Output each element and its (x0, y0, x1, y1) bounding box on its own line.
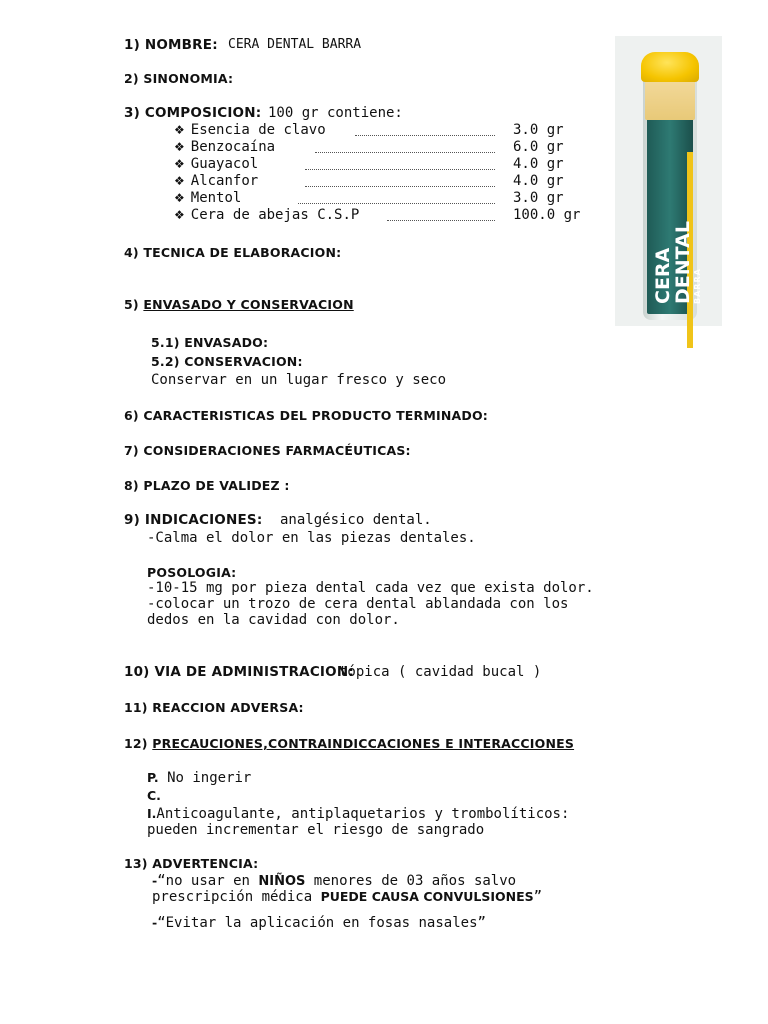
section-number: 10) (124, 664, 150, 680)
dash: - (152, 873, 158, 888)
diamond-bullet-icon: ❖ (174, 140, 185, 154)
section-label: CONSIDERACIONES FARMACÉUTICAS: (143, 443, 411, 458)
conservacion-text: Conservar en un lugar fresco y seco (151, 372, 447, 388)
section-label: COMPOSICION: (144, 105, 262, 121)
section-1-heading (124, 37, 218, 53)
section-number: 5) (124, 297, 139, 312)
brand-text (653, 221, 702, 304)
yellow-cap (641, 52, 699, 82)
ingredient-amount: 4.0 gr (513, 173, 564, 189)
ingredient-name: Cera de abejas C.S.P (190, 207, 360, 223)
product-photo (615, 36, 722, 326)
brand-line: BARRA (693, 268, 702, 304)
ingredient-name: Mentol (190, 190, 242, 206)
advertencia-line-2 (152, 889, 542, 905)
quote: “ (157, 873, 166, 889)
diamond-bullet-icon: ❖ (174, 174, 185, 188)
ingredient-amount: 3.0 gr (513, 190, 564, 206)
quote: ” (533, 889, 543, 905)
ingredient-name: Alcanfor (190, 173, 259, 189)
section-3-heading (124, 105, 261, 121)
indicaciones-line: -Calma el dolor en las piezas dentales. (147, 530, 476, 546)
dot-leader (305, 169, 495, 170)
section-5-heading (124, 297, 354, 312)
brand-line: DENTAL (672, 221, 694, 304)
ingredient-name: Esencia de clavo (190, 122, 326, 138)
section-label: CARACTERISTICAS DEL PRODUCTO TERMINADO: (143, 408, 488, 423)
section-number: 11) (124, 700, 148, 715)
ingredient-amount: 3.0 gr (513, 122, 564, 138)
posologia-line: -colocar un trozo de cera dental ablandada con los (147, 596, 569, 612)
section-label: ENVASADO Y CONSERVACION (143, 297, 354, 312)
tube-label (647, 104, 702, 314)
section-10-heading (124, 664, 354, 680)
ingredient-row (174, 173, 258, 189)
section-11-heading (124, 700, 304, 715)
contraindicacion-line (147, 788, 161, 804)
ingredient-row (174, 122, 326, 138)
ingredient-row (174, 156, 258, 172)
section-13-heading (124, 856, 258, 871)
dash: - (152, 915, 158, 930)
section-number: 4) (124, 245, 139, 260)
ingredient-name: Benzocaína (190, 139, 276, 155)
section-label: ADVERTENCIA: (152, 856, 259, 871)
diamond-bullet-icon: ❖ (174, 123, 185, 137)
ingredient-amount: 6.0 gr (513, 139, 564, 155)
section-label: PRECAUCIONES,CONTRAINDICCACIONES E INTERACCIONES (152, 736, 575, 751)
section-7-heading (124, 443, 411, 458)
text: prescripción médica (152, 889, 321, 905)
section-4-heading (124, 245, 341, 260)
dot-leader (355, 135, 495, 136)
text: no usar en (165, 873, 259, 889)
section-9-heading (124, 512, 262, 528)
i-label: I. (147, 806, 157, 821)
section-12-heading (124, 736, 574, 751)
diamond-bullet-icon: ❖ (174, 191, 185, 205)
section-label: SINONOMIA: (143, 71, 234, 86)
ingredient-row (174, 207, 359, 223)
ingredient-row (174, 190, 241, 206)
bold-text: PUEDE CAUSA CONVULSIONES (320, 889, 534, 904)
wax-top (645, 80, 695, 120)
advertencia-line-3 (152, 915, 486, 931)
section-label: INDICACIONES: (144, 512, 263, 528)
section-number: 1) (124, 37, 140, 53)
section-label: PLAZO DE VALIDEZ : (143, 478, 290, 493)
ingredient-amount: 100.0 gr (513, 207, 581, 223)
subsection-conservacion: 5.2) CONSERVACION: (151, 354, 303, 369)
brand-line: CERA (652, 247, 674, 304)
section-number: 8) (124, 478, 139, 493)
subsection-envasado: 5.1) ENVASADO: (151, 335, 269, 350)
posologia-line: -10-15 mg por pieza dental cada vez que exista dolor. (147, 580, 594, 596)
section-number: 13) (124, 856, 148, 871)
advertencia-line-1 (152, 873, 516, 889)
interaccion-line (147, 806, 569, 822)
ingredient-name: Guayacol (190, 156, 259, 172)
diamond-bullet-icon: ❖ (174, 157, 185, 171)
product-name: CERA DENTAL BARRA (228, 37, 362, 52)
dot-leader (315, 152, 495, 153)
text: “Evitar la aplicación en fosas nasales” (157, 915, 486, 931)
p-label: P. (147, 770, 159, 785)
section-8-heading (124, 478, 290, 493)
section-number: 2) (124, 71, 139, 86)
section-label: NOMBRE: (144, 37, 218, 53)
c-label: C. (147, 788, 161, 803)
ingredient-row (174, 139, 275, 155)
text: menores de 03 años salvo (305, 873, 517, 889)
section-2-heading (124, 71, 233, 86)
dot-leader (298, 203, 495, 204)
diamond-bullet-icon: ❖ (174, 208, 185, 222)
section-label: REACCION ADVERSA: (152, 700, 304, 715)
indicaciones-value: analgésico dental. (280, 512, 432, 528)
posologia-label: POSOLOGIA: (147, 565, 237, 580)
ingredient-amount: 4.0 gr (513, 156, 564, 172)
i-text: Anticoagulante, antiplaquetarios y trombolíticos: (156, 806, 570, 822)
bold-text: NIÑOS (258, 874, 306, 889)
section-number: 3) (124, 105, 140, 121)
section-label: TECNICA DE ELABORACION: (143, 245, 342, 260)
section-6-heading (124, 408, 488, 423)
precaucion-line (147, 770, 251, 786)
dot-leader (387, 220, 495, 221)
interaccion-line-2: pueden incrementar el riesgo de sangrado (147, 822, 485, 838)
p-text: No ingerir (167, 770, 252, 786)
posologia-line: dedos en la cavidad con dolor. (147, 612, 400, 628)
section-number: 12) (124, 736, 148, 751)
section-number: 6) (124, 408, 139, 423)
section-label: VIA DE ADMINISTRACION: (154, 664, 354, 680)
composition-intro: 100 gr contiene: (268, 105, 403, 121)
via-value: tópica ( cavidad bucal ) (339, 664, 542, 680)
section-number: 7) (124, 443, 139, 458)
section-number: 9) (124, 512, 140, 528)
dot-leader (305, 186, 495, 187)
